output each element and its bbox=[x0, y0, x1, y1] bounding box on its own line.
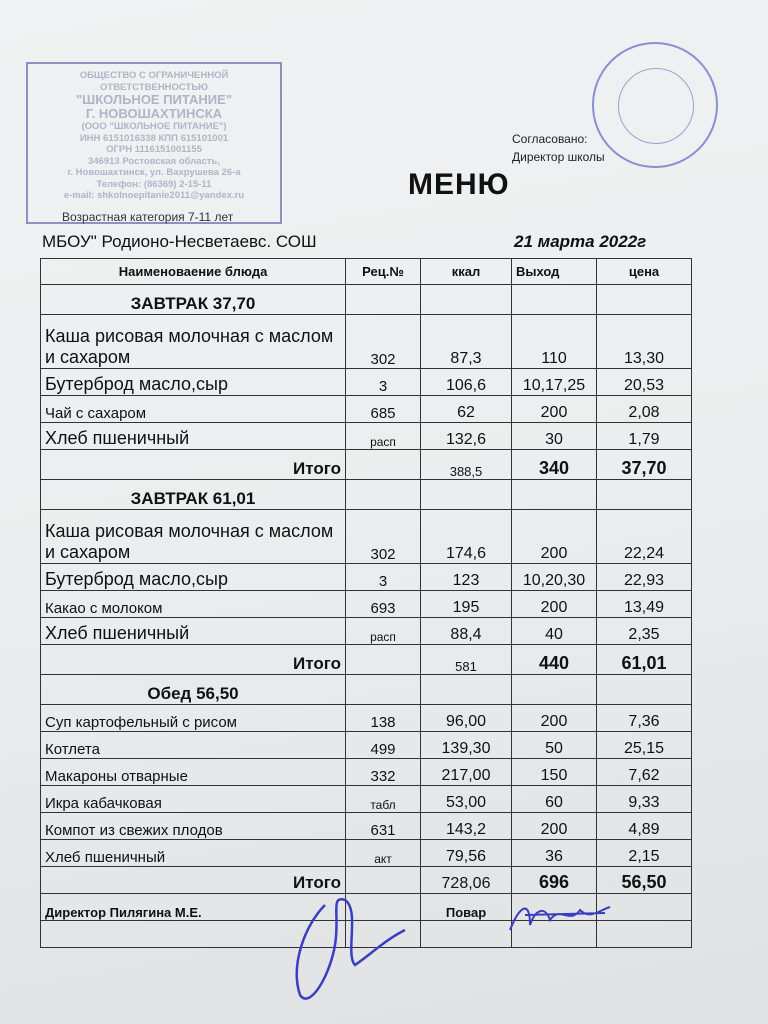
kcal-value: 62 bbox=[421, 396, 512, 423]
price-value: 7,36 bbox=[597, 705, 692, 732]
total-output: 440 bbox=[512, 645, 597, 675]
dish-name: Суп картофельный с рисом bbox=[41, 705, 346, 732]
dish-name: Каша рисовая молочная с маслом и сахаром bbox=[41, 510, 346, 564]
recipe-number: 302 bbox=[346, 510, 421, 564]
empty-cell bbox=[346, 867, 421, 894]
table-row bbox=[41, 786, 692, 813]
section-title: Обед 56,50 bbox=[41, 675, 346, 705]
table-row bbox=[41, 564, 692, 591]
output-value: 60 bbox=[512, 786, 597, 813]
kcal-value: 195 bbox=[421, 591, 512, 618]
col-header-output: Выход bbox=[512, 259, 597, 285]
output-value: 50 bbox=[512, 732, 597, 759]
total-label: Итого bbox=[41, 645, 346, 675]
kcal-value: 143,2 bbox=[421, 813, 512, 840]
total-label: Итого bbox=[41, 450, 346, 480]
section-title: ЗАВТРАК 61,01 bbox=[41, 480, 346, 510]
output-value: 36 bbox=[512, 840, 597, 867]
output-value: 200 bbox=[512, 705, 597, 732]
kcal-value: 53,00 bbox=[421, 786, 512, 813]
dish-name: Бутерброд масло,сыр bbox=[41, 564, 346, 591]
empty-cell bbox=[346, 285, 421, 315]
table-row bbox=[41, 813, 692, 840]
section-row bbox=[41, 285, 692, 315]
stamp-line: ОБЩЕСТВО С ОГРАНИЧЕННОЙ bbox=[79, 70, 229, 81]
approval-label: Согласовано: bbox=[512, 132, 588, 146]
table-row bbox=[41, 510, 692, 564]
empty-cell bbox=[512, 921, 597, 948]
total-price: 61,01 bbox=[597, 645, 692, 675]
table-row bbox=[41, 705, 692, 732]
kcal-value: 139,30 bbox=[421, 732, 512, 759]
signature-row bbox=[41, 894, 692, 921]
director-label: Директор Пилягина М.Е. bbox=[41, 894, 346, 921]
page-title: МЕНЮ bbox=[408, 168, 510, 201]
stamp-line: Г. НОВОШАХТИНСКА bbox=[85, 106, 223, 121]
total-price: 56,50 bbox=[597, 867, 692, 894]
stamp-line: "ШКОЛЬНОЕ ПИТАНИЕ" bbox=[76, 92, 232, 107]
output-value: 10,20,30 bbox=[512, 564, 597, 591]
school-round-seal bbox=[592, 42, 718, 168]
empty-cell bbox=[512, 675, 597, 705]
recipe-number: 693 bbox=[346, 591, 421, 618]
cook-label: Повар bbox=[421, 894, 512, 921]
dish-name: Макароны отварные bbox=[41, 759, 346, 786]
empty-cell bbox=[41, 921, 346, 948]
empty-cell bbox=[346, 480, 421, 510]
kcal-value: 88,4 bbox=[421, 618, 512, 645]
price-value: 25,15 bbox=[597, 732, 692, 759]
stamp-line: (ООО "ШКОЛЬНОЕ ПИТАНИЕ") bbox=[81, 121, 227, 132]
table-row bbox=[41, 618, 692, 645]
table-row bbox=[41, 396, 692, 423]
table-row bbox=[41, 315, 692, 369]
price-value: 1,79 bbox=[597, 423, 692, 450]
section-title: ЗАВТРАК 37,70 bbox=[41, 285, 346, 315]
empty-cell bbox=[512, 285, 597, 315]
total-kcal: 388,5 bbox=[421, 450, 512, 480]
menu-table bbox=[40, 258, 692, 948]
approval-block bbox=[512, 130, 605, 166]
empty-cell bbox=[597, 285, 692, 315]
table-row bbox=[41, 840, 692, 867]
price-value: 13,30 bbox=[597, 315, 692, 369]
dish-name: Хлеб пшеничный bbox=[41, 423, 346, 450]
price-value: 22,93 bbox=[597, 564, 692, 591]
empty-cell bbox=[346, 645, 421, 675]
col-header-recipe: Рец.№ bbox=[346, 259, 421, 285]
output-value: 200 bbox=[512, 396, 597, 423]
recipe-number: расп bbox=[346, 423, 421, 450]
empty-cell bbox=[346, 921, 421, 948]
recipe-number: 302 bbox=[346, 315, 421, 369]
section-row bbox=[41, 675, 692, 705]
total-row bbox=[41, 867, 692, 894]
kcal-value: 174,6 bbox=[421, 510, 512, 564]
empty-cell bbox=[421, 285, 512, 315]
col-header-price: цена bbox=[597, 259, 692, 285]
empty-cell bbox=[512, 480, 597, 510]
blank-row bbox=[41, 921, 692, 948]
empty-cell bbox=[597, 894, 692, 921]
table-header-row bbox=[41, 259, 692, 285]
recipe-number: 631 bbox=[346, 813, 421, 840]
price-value: 20,53 bbox=[597, 369, 692, 396]
dish-name: Какао с молоком bbox=[41, 591, 346, 618]
empty-cell bbox=[421, 480, 512, 510]
output-value: 110 bbox=[512, 315, 597, 369]
total-row bbox=[41, 645, 692, 675]
school-name: МБОУ" Родионо-Несветаевс. СОШ bbox=[42, 232, 317, 251]
recipe-number: 685 bbox=[346, 396, 421, 423]
stamp-line: Телефон: (86369) 2-15-11 bbox=[96, 178, 212, 190]
empty-cell bbox=[597, 675, 692, 705]
price-value: 22,24 bbox=[597, 510, 692, 564]
kcal-value: 123 bbox=[421, 564, 512, 591]
empty-cell bbox=[421, 675, 512, 705]
recipe-number: 138 bbox=[346, 705, 421, 732]
empty-cell bbox=[597, 480, 692, 510]
stamp-line: г. Новошахтинск, ул. Вахрушева 26-а bbox=[67, 167, 241, 178]
total-label: Итого bbox=[41, 867, 346, 894]
table-row bbox=[41, 369, 692, 396]
empty-cell bbox=[346, 450, 421, 480]
recipe-number: 3 bbox=[346, 369, 421, 396]
recipe-number: 332 bbox=[346, 759, 421, 786]
recipe-number: 499 bbox=[346, 732, 421, 759]
table-row bbox=[41, 732, 692, 759]
stamp-line: e-mail: shkolnoepitanie2011@yandex.ru bbox=[63, 190, 245, 201]
empty-cell bbox=[346, 894, 421, 921]
output-value: 200 bbox=[512, 510, 597, 564]
output-value: 150 bbox=[512, 759, 597, 786]
stamp-line: 346913 Ростовская область, bbox=[87, 155, 220, 167]
empty-cell bbox=[421, 921, 512, 948]
recipe-number: расп bbox=[346, 618, 421, 645]
price-value: 9,33 bbox=[597, 786, 692, 813]
col-header-kcal: ккал bbox=[421, 259, 512, 285]
output-value: 200 bbox=[512, 813, 597, 840]
kcal-value: 96,00 bbox=[421, 705, 512, 732]
kcal-value: 87,3 bbox=[421, 315, 512, 369]
age-category: Возрастная категория 7-11 лет bbox=[62, 210, 234, 224]
output-value: 40 bbox=[512, 618, 597, 645]
output-value: 10,17,25 bbox=[512, 369, 597, 396]
stamp-line: ОТВЕТСТВЕННОСТЬЮ bbox=[100, 81, 208, 93]
dish-name: Компот из свежих плодов bbox=[41, 813, 346, 840]
output-value: 200 bbox=[512, 591, 597, 618]
empty-cell bbox=[512, 894, 597, 921]
total-output: 696 bbox=[512, 867, 597, 894]
dish-name: Икра кабачковая bbox=[41, 786, 346, 813]
total-output: 340 bbox=[512, 450, 597, 480]
company-stamp bbox=[26, 62, 282, 224]
price-value: 2,08 bbox=[597, 396, 692, 423]
dish-name: Бутерброд масло,сыр bbox=[41, 369, 346, 396]
stamp-line: ОГРН 1116151001155 bbox=[106, 144, 202, 155]
table-row bbox=[41, 423, 692, 450]
recipe-number: табл bbox=[346, 786, 421, 813]
recipe-number: 3 bbox=[346, 564, 421, 591]
total-kcal: 728,06 bbox=[421, 867, 512, 894]
dish-name: Чай с сахаром bbox=[41, 396, 346, 423]
dish-name: Каша рисовая молочная с маслом и сахаром bbox=[41, 315, 346, 369]
total-price: 37,70 bbox=[597, 450, 692, 480]
total-kcal: 581 bbox=[421, 645, 512, 675]
approval-role: Директор школы bbox=[512, 150, 605, 164]
total-row bbox=[41, 450, 692, 480]
price-value: 2,15 bbox=[597, 840, 692, 867]
kcal-value: 132,6 bbox=[421, 423, 512, 450]
dish-name: Хлеб пшеничный bbox=[41, 618, 346, 645]
stamp-line: ИНН 6151016338 КПП 615101001 bbox=[79, 132, 229, 144]
dish-name: Котлета bbox=[41, 732, 346, 759]
price-value: 7,62 bbox=[597, 759, 692, 786]
recipe-number: акт bbox=[346, 840, 421, 867]
kcal-value: 217,00 bbox=[421, 759, 512, 786]
dish-name: Хлеб пшеничный bbox=[41, 840, 346, 867]
kcal-value: 106,6 bbox=[421, 369, 512, 396]
price-value: 4,89 bbox=[597, 813, 692, 840]
kcal-value: 79,56 bbox=[421, 840, 512, 867]
menu-date: 21 марта 2022г bbox=[514, 232, 647, 251]
empty-cell bbox=[346, 675, 421, 705]
table-row bbox=[41, 759, 692, 786]
price-value: 2,35 bbox=[597, 618, 692, 645]
output-value: 30 bbox=[512, 423, 597, 450]
col-header-name: Наименоваение блюда bbox=[41, 259, 346, 285]
section-row bbox=[41, 480, 692, 510]
table-row bbox=[41, 591, 692, 618]
price-value: 13,49 bbox=[597, 591, 692, 618]
empty-cell bbox=[597, 921, 692, 948]
